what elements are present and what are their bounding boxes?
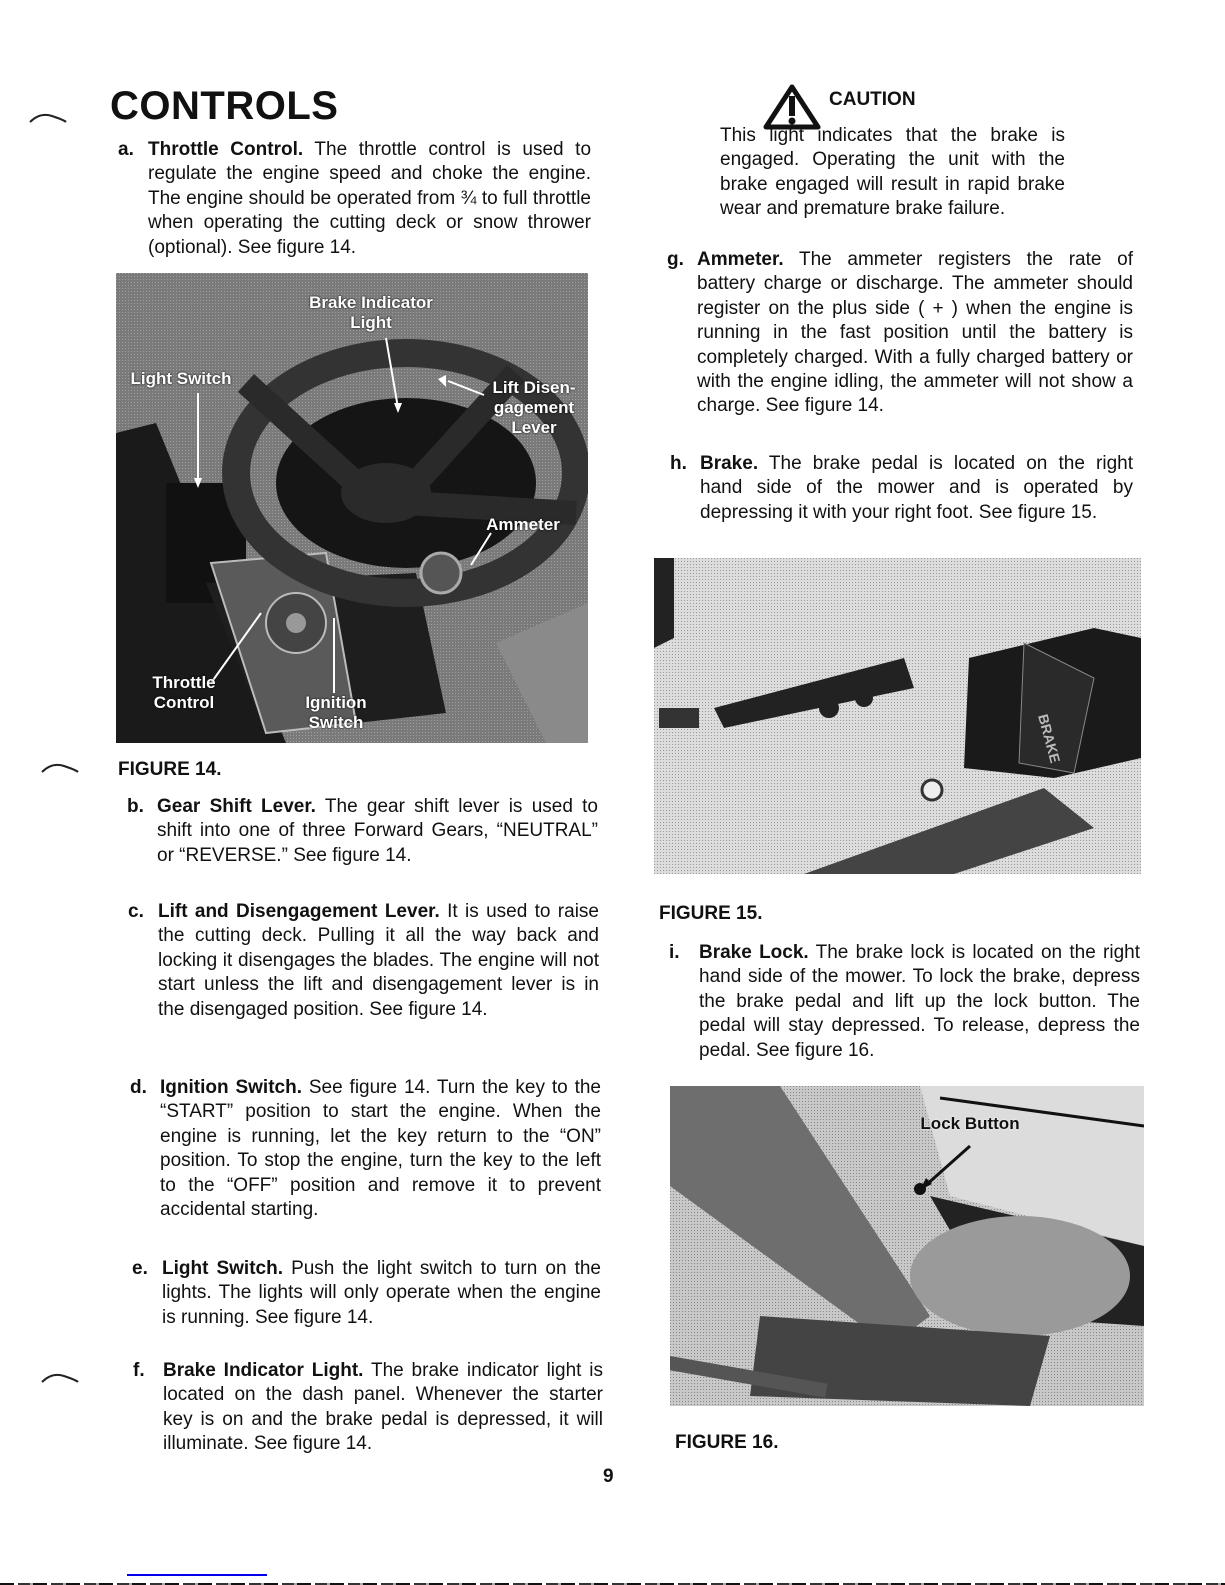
margin-mark-icon — [40, 1372, 80, 1384]
callout-lift-disengagement-lever: Lift Disen- gagement Lever — [492, 378, 576, 437]
item-text: The ammeter registers the rate of battery charge or discharge. The ammeter should register on the plus side ( + ) when the engine is running in the fast position until the battery is completely charged. With a fully charged battery or with the engine idling, the ammeter will not show a charge. See figure 14. — [697, 249, 1133, 417]
callout-ammeter: Ammeter — [486, 515, 560, 534]
item-gear-shift-lever — [127, 795, 598, 868]
item-lift-disengagement-lever — [128, 900, 599, 1022]
item-letter: b. — [127, 796, 144, 817]
item-letter: h. — [670, 453, 687, 474]
brake-panel-label: BRAKE — [1035, 712, 1064, 765]
figure-16-caption: FIGURE 16. — [675, 1432, 779, 1453]
item-ammeter — [667, 248, 1133, 419]
item-light-switch — [132, 1257, 601, 1330]
item-letter: f. — [133, 1360, 145, 1381]
page-number: 9 — [603, 1466, 614, 1487]
item-letter: i. — [669, 942, 680, 963]
item-text: See figure 14. Turn the key to the “START” position to start the engine. When the engine is running, let the key return to the “ON” position. To stop the engine, turn the key to the left to the “OFF” position and remove it to prevent accidental starting. — [160, 1077, 601, 1221]
item-letter: e. — [132, 1258, 148, 1279]
item-ignition-switch — [130, 1076, 601, 1222]
callout-brake-indicator-light: Brake Indicator Light — [309, 293, 433, 332]
margin-mark-icon — [28, 112, 68, 124]
item-text: The throttle control is used to regulate the engine speed and choke the engine. The engine should be operated from ¾ to full throttle when operating the cutting deck or snow thrower (optional). See figure 14. — [148, 139, 592, 258]
figure-15-caption: FIGURE 15. — [659, 903, 763, 924]
callout-throttle-control: Throttle Control — [152, 673, 216, 712]
scan-artifact-line — [127, 1574, 267, 1576]
item-lead: Brake Indicator Light. — [163, 1360, 364, 1381]
item-letter: g. — [667, 249, 684, 270]
figure-16-photo — [670, 1086, 1144, 1406]
margin-mark-icon — [40, 762, 80, 774]
item-brake-indicator-light — [133, 1359, 604, 1457]
item-lead: Light Switch. — [162, 1258, 283, 1279]
brake-pedal-illustration — [654, 558, 1141, 874]
page-title: CONTROLS — [110, 84, 339, 128]
item-letter: a. — [118, 139, 134, 160]
item-lead: Brake. — [700, 453, 759, 474]
figure-14-caption: FIGURE 14. — [118, 759, 222, 780]
item-lead: Throttle Control. — [148, 139, 304, 160]
callout-ignition-switch: Ignition Switch — [305, 693, 367, 732]
item-throttle-control — [118, 138, 592, 260]
item-text: It is used to raise the cutting deck. Pulling it all the way back and locking it disengages the blades. The engine will not start unless the lift and disengagement lever is in the disengaged position. See figure 14. — [158, 901, 599, 1020]
item-lead: Lift and Disengagement Lever. — [158, 901, 440, 922]
item-letter: c. — [128, 901, 144, 922]
item-text: The gear shift lever is used to shift into one of three Forward Gears, “NEUTRAL” or “REVERSE.” See figure 14. — [157, 796, 598, 866]
item-lead: Brake Lock. — [699, 942, 809, 963]
item-lead: Ignition Switch. — [160, 1077, 302, 1098]
callout-lock-button: Lock Button — [920, 1114, 1020, 1133]
item-brake — [670, 452, 1133, 525]
item-lead: Gear Shift Lever. — [157, 796, 316, 817]
item-text: The brake lock is located on the right hand side of the mower. To lock the brake, depress the brake pedal and lift up the lock button. The pedal will stay depressed. To release, depress the pedal. See figure 16. — [699, 942, 1140, 1061]
item-lead: Ammeter. — [697, 249, 784, 270]
item-text: The brake pedal is located on the right hand side of the mower and is operated by depressing it with your right foot. See figure 15. — [700, 453, 1133, 523]
item-letter: d. — [130, 1077, 147, 1098]
brake-lock-illustration — [670, 1086, 1144, 1406]
figure-15-photo — [654, 558, 1141, 874]
callout-light-switch: Light Switch — [130, 369, 232, 388]
figure-14-photo — [116, 273, 588, 743]
item-brake-lock — [669, 941, 1140, 1063]
item-text: The brake indicator light is located on the dash panel. Whenever the starter key is on and the brake pedal is depressed, it will illuminate. See figure 14. — [163, 1360, 604, 1455]
item-text: Push the light switch to turn on the lights. The lights will only operate when the engine is running. See figure 14. — [162, 1258, 601, 1328]
caution-label: CAUTION — [829, 89, 916, 110]
caution-text: This light indicates that the brake is engaged. Operating the unit with the brake engaged will result in rapid brake wear and premature brake failure. — [720, 125, 1065, 220]
